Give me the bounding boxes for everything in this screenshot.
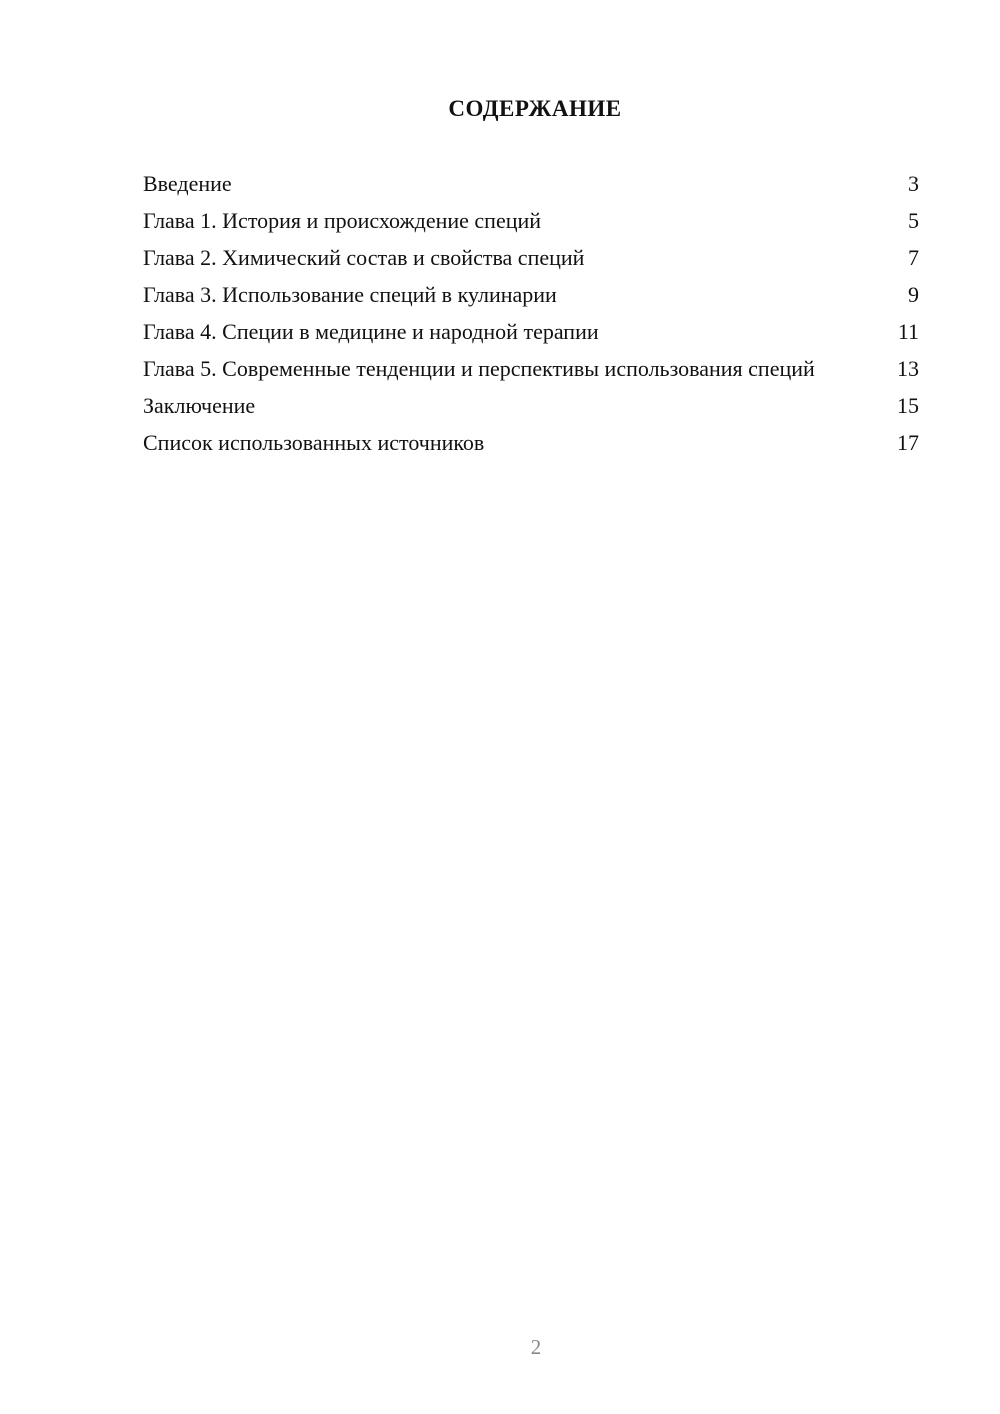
toc-item-label: Введение — [143, 171, 232, 196]
toc-item-label: Глава 2. Химический состав и свойства специй — [143, 245, 585, 270]
toc-item-references — [143, 429, 919, 457]
toc-item-label: Глава 5. Современные тенденции и перспективы использования специй — [143, 356, 815, 381]
toc-item-label: Заключение — [143, 393, 256, 418]
page-title: СОДЕРЖАНИЕ — [448, 96, 622, 121]
toc-item-page: 9 — [908, 282, 919, 307]
toc-item-introduction — [143, 170, 919, 198]
toc-item-chapter-1 — [143, 207, 919, 235]
toc-item-page: 17 — [897, 430, 919, 455]
toc-item-label: Глава 1. История и происхождение специй — [143, 208, 542, 233]
page-number: 2 — [530, 1335, 542, 1359]
toc-item-page: 3 — [908, 171, 919, 196]
toc-item-label: Список использованных источников — [143, 430, 485, 455]
toc-item-chapter-3 — [143, 281, 919, 309]
table-of-contents — [143, 170, 919, 466]
toc-item-label: Глава 4. Специи в медицине и народной терапии — [143, 319, 599, 344]
toc-item-label: Глава 3. Использование специй в кулинарии — [143, 282, 557, 307]
toc-item-page: 7 — [908, 245, 919, 270]
toc-item-conclusion — [143, 392, 919, 420]
toc-item-page: 5 — [908, 208, 919, 233]
toc-item-page: 13 — [897, 356, 919, 381]
toc-item-chapter-5 — [143, 355, 919, 383]
toc-item-page: 15 — [897, 393, 919, 418]
toc-item-page: 11 — [897, 319, 919, 344]
toc-item-chapter-2 — [143, 244, 919, 272]
toc-item-chapter-4 — [143, 318, 919, 346]
